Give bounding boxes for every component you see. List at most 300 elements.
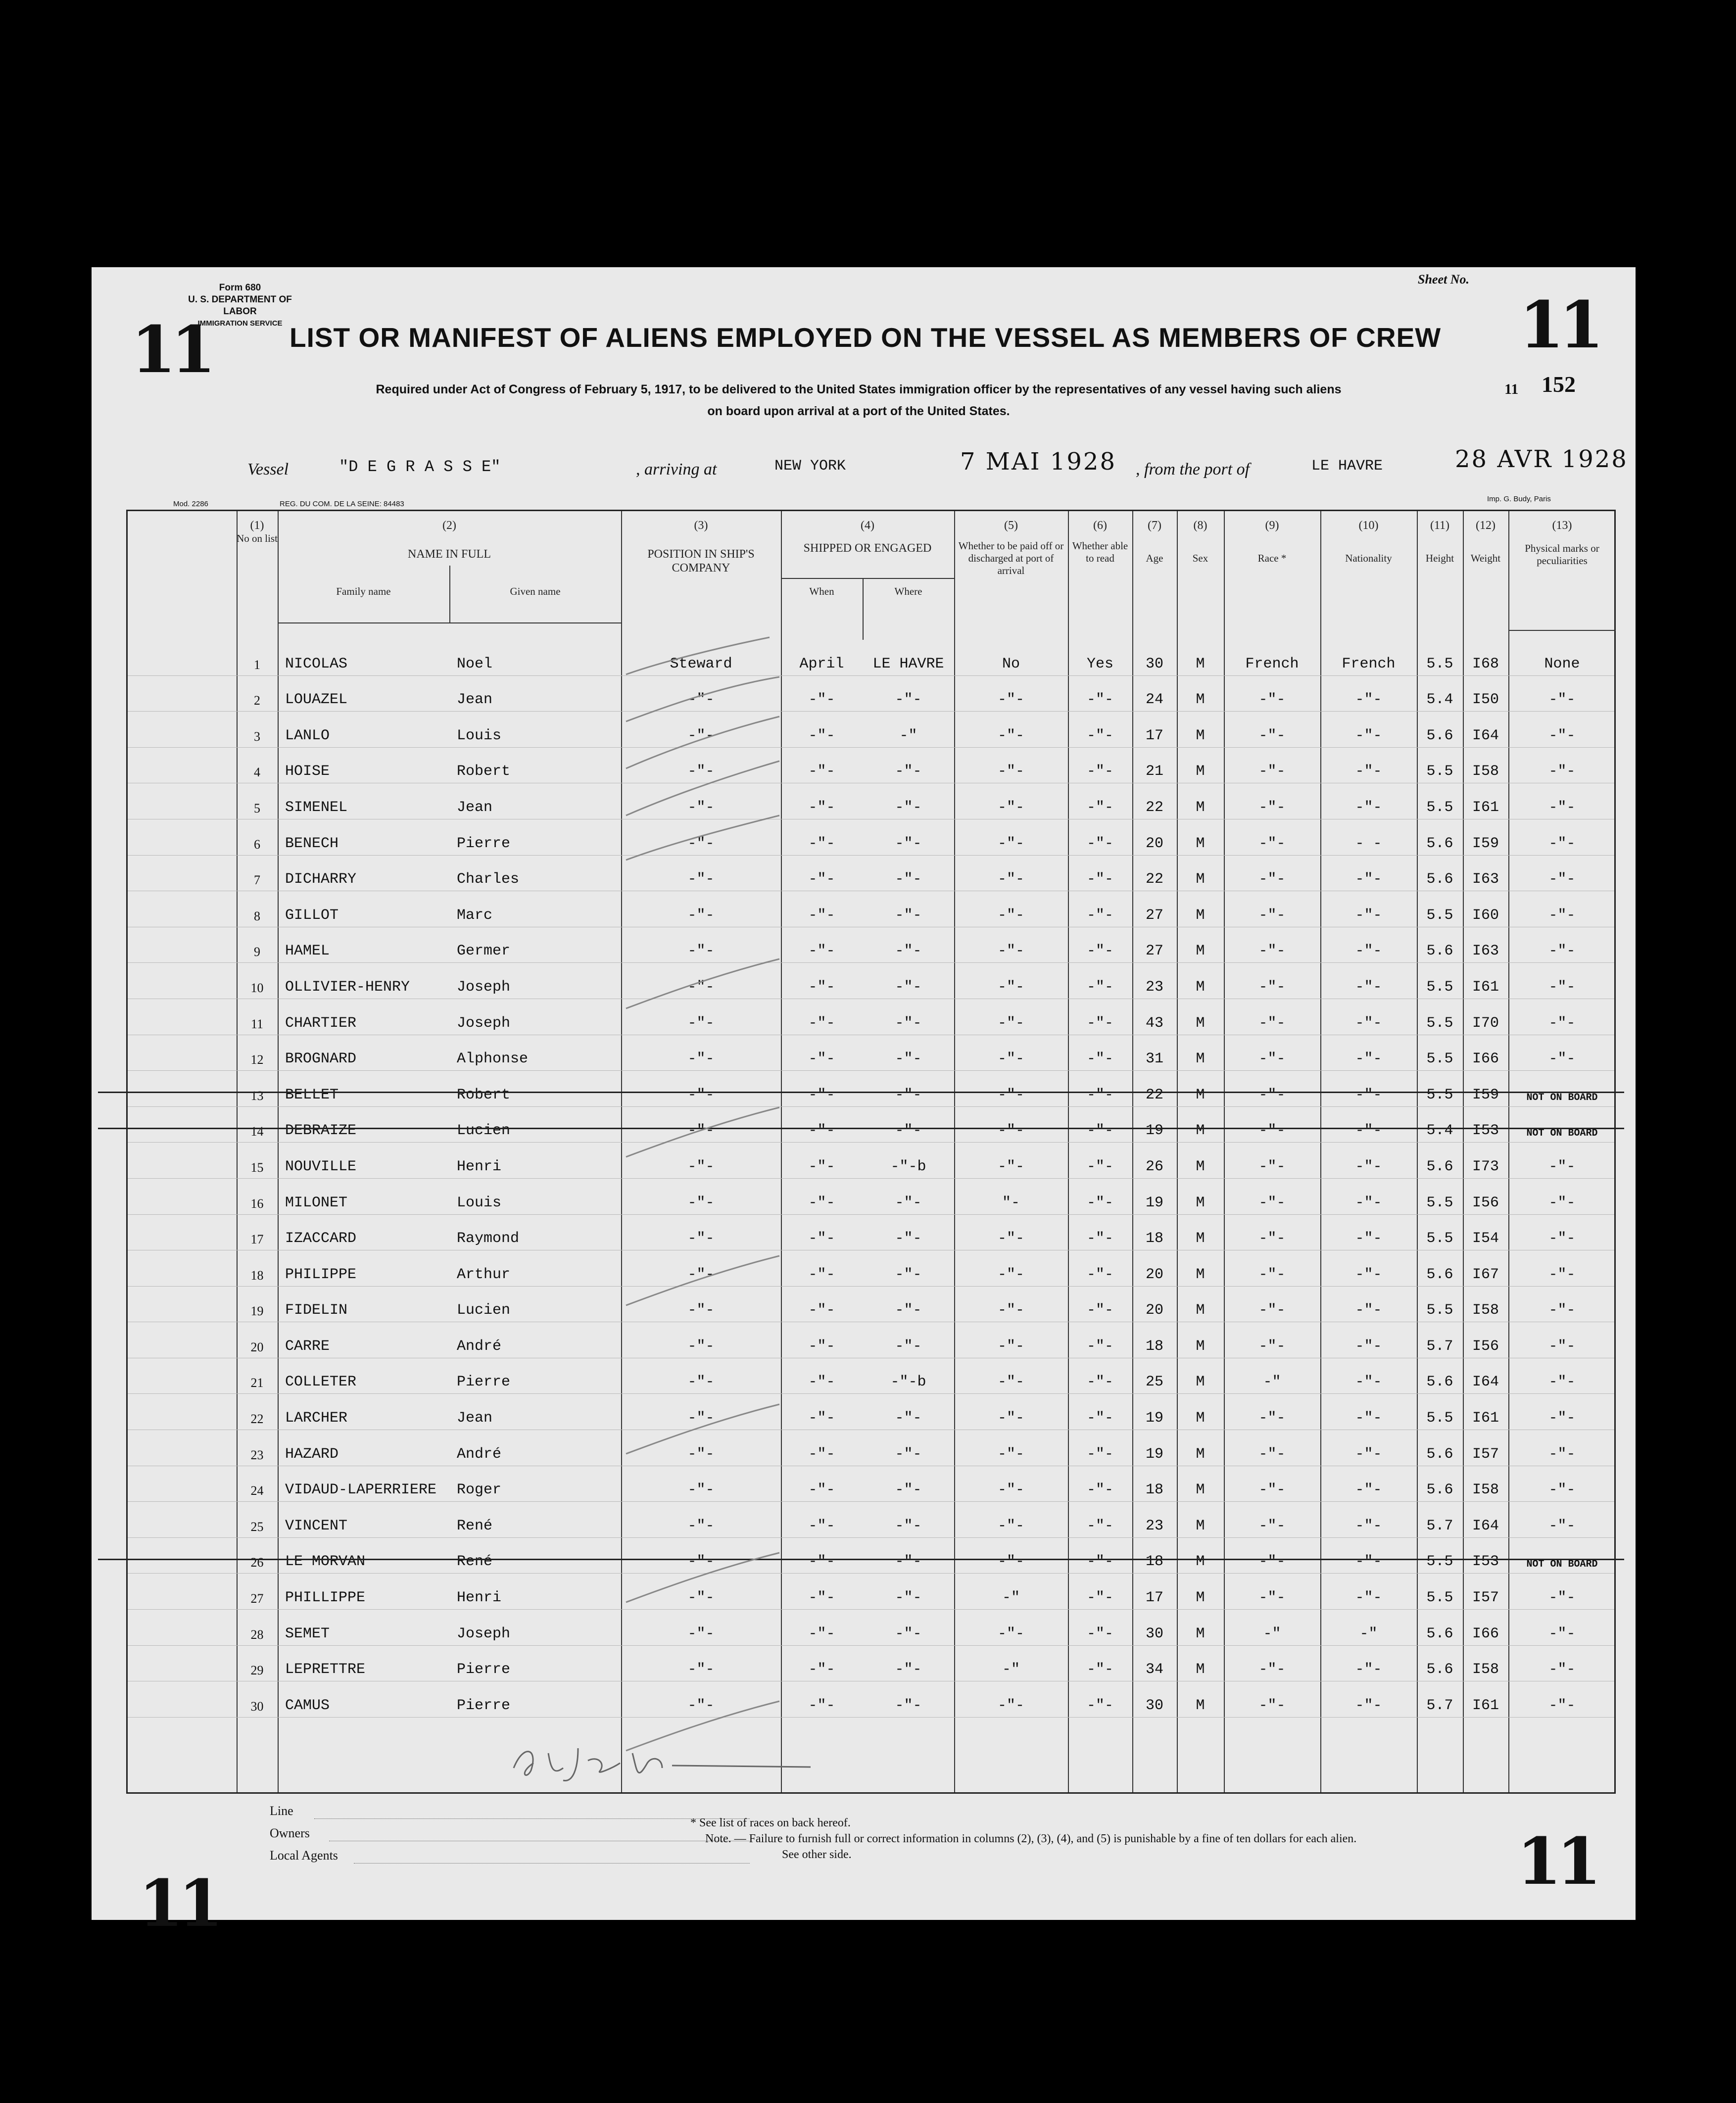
cell-position: -"- (687, 1086, 715, 1103)
cell-race: -"- (1258, 799, 1286, 816)
crew-rows (128, 640, 1614, 1718)
cell-read: -"- (1086, 1589, 1113, 1607)
cell-where: -"- (895, 1302, 922, 1319)
cell-race: -"- (1258, 1445, 1286, 1463)
cell-sex: M (1196, 1158, 1205, 1175)
cell-age: 24 (1145, 691, 1163, 709)
cell-no: 11 (250, 1016, 264, 1031)
cell-given: Louis (457, 727, 502, 744)
cell-nationality: -"- (1355, 1553, 1382, 1571)
cell-height: 5.6 (1426, 1482, 1453, 1499)
cell-read: -"- (1086, 978, 1113, 996)
cell-where: -" (899, 727, 917, 744)
cell-race: -"- (1258, 978, 1286, 996)
cell-no: 25 (250, 1519, 264, 1534)
cell-no: 14 (250, 1124, 264, 1139)
table-row (128, 1107, 1614, 1143)
cell-sex: M (1196, 1338, 1205, 1355)
cell-read: -"- (1086, 763, 1113, 780)
cell-family: FIDELIN (285, 1302, 348, 1319)
col-5-label: Whether to be paid off or discharged at port of arrival (958, 540, 1064, 576)
cell-read: Yes (1086, 655, 1113, 672)
cell-where: -"- (895, 907, 922, 924)
cell-family: GILLOT (285, 907, 339, 924)
cell-when: -"- (808, 1517, 835, 1534)
cell-sex: M (1196, 1589, 1205, 1607)
cell-position: -"- (687, 1445, 715, 1463)
cell-where: -"- (895, 1553, 922, 1571)
cell-sex: M (1196, 978, 1205, 996)
cell-age: 17 (1145, 727, 1163, 744)
cell-where: -"- (895, 943, 922, 960)
cell-nationality: -"- (1355, 1122, 1382, 1140)
cell-age: 34 (1145, 1661, 1163, 1678)
cell-family: HAMEL (285, 943, 330, 960)
cell-height: 5.5 (1426, 1014, 1453, 1032)
cell-sex: M (1196, 1374, 1205, 1391)
cell-nationality: -"- (1355, 799, 1382, 816)
cell-position: -"- (687, 1482, 715, 1499)
vessel-name: "D E G R A S S E" (339, 458, 501, 476)
cell-height: 5.5 (1426, 763, 1453, 780)
cell-age: 23 (1145, 978, 1163, 996)
cell-age: 17 (1145, 1589, 1163, 1607)
form-title: LIST OR MANIFEST OF ALIENS EMPLOYED ON THE VESSEL AS MEMBERS OF CREW (289, 322, 1442, 353)
cell-family: BROGNARD (285, 1051, 357, 1068)
cell-read: -"- (1086, 871, 1113, 888)
table-row (128, 856, 1614, 892)
cell-given: Germer (457, 943, 511, 960)
cell-when: -"- (808, 1697, 835, 1714)
cell-paid: -"- (997, 1086, 1024, 1103)
table-row (128, 1071, 1614, 1107)
col-4-label: SHIPPED OR ENGAGED (803, 542, 932, 555)
cell-age: 27 (1145, 907, 1163, 924)
cell-family: IZACCARD (285, 1230, 357, 1247)
cell-race: -"- (1258, 835, 1286, 852)
cell-given: Pierre (457, 835, 511, 852)
cell-where: -"- (895, 1697, 922, 1714)
col-13-label: Physical marks or peculiarities (1525, 542, 1599, 567)
cell-height: 5.6 (1426, 1661, 1453, 1678)
cell-read: -"- (1086, 907, 1113, 924)
cell-nationality: -" (1359, 1625, 1378, 1642)
cell-age: 18 (1145, 1482, 1163, 1499)
cell-weight: I53 (1472, 1122, 1499, 1140)
cell-nationality: -"- (1355, 1445, 1382, 1463)
cell-nationality: -"- (1355, 1051, 1382, 1068)
cell-height: 5.6 (1426, 1374, 1453, 1391)
cell-height: 5.6 (1426, 835, 1453, 852)
col-4-number: (4) (861, 519, 874, 532)
cell-when: -"- (808, 1230, 835, 1247)
cell-family: VIDAUD-LAPERRIERE (285, 1482, 437, 1499)
cell-position: -"- (687, 1051, 715, 1068)
cell-nationality: -"- (1355, 1661, 1382, 1678)
cell-height: 5.5 (1426, 655, 1453, 672)
cell-when: -"- (808, 1374, 835, 1391)
table-row (128, 927, 1614, 963)
cell-given: René (457, 1517, 493, 1534)
cell-height: 5.6 (1426, 1625, 1453, 1642)
cell-read: -"- (1086, 1158, 1113, 1175)
cell-nationality: -"- (1355, 1338, 1382, 1355)
cell-paid: -" (1002, 1661, 1020, 1678)
cell-when: -"- (808, 1266, 835, 1283)
col-2-number: (2) (442, 519, 456, 532)
table-row (128, 1430, 1614, 1466)
cell-sex: M (1196, 763, 1205, 780)
cell-no: 4 (254, 765, 260, 780)
cell-height: 5.5 (1426, 1410, 1453, 1427)
strike-through-line (98, 1092, 1624, 1093)
arriving-label: , arriving at (636, 460, 717, 478)
cell-read: -"- (1086, 1086, 1113, 1103)
cell-no: 2 (254, 693, 260, 708)
cell-no: 10 (250, 980, 264, 995)
cell-weight: I56 (1472, 1194, 1499, 1211)
cell-marks: -"- (1548, 907, 1576, 924)
sheet-no-label: Sheet No. (1418, 272, 1469, 287)
cell-where: -"- (895, 835, 922, 852)
col-8-label: Sex (1192, 552, 1208, 564)
cell-when: -"- (808, 1589, 835, 1607)
cell-position: -"- (687, 1194, 715, 1211)
cell-when: -"- (808, 835, 835, 852)
cell-where: -"- (895, 1266, 922, 1283)
cell-marks: None (1544, 655, 1580, 672)
cell-position: -"- (687, 1661, 715, 1678)
crew-table (126, 510, 1616, 1794)
cell-height: 5.5 (1426, 1589, 1453, 1607)
col-6-label: Whether able to read (1072, 540, 1128, 564)
col-4-when-header: When (809, 585, 834, 597)
table-row (128, 1538, 1614, 1574)
cell-paid: -"- (997, 835, 1024, 852)
cell-read: -"- (1086, 799, 1113, 816)
cell-read: -"- (1086, 835, 1113, 852)
cell-height: 5.5 (1426, 1086, 1453, 1103)
form-number: Form 680 (219, 283, 261, 293)
cell-age: 19 (1145, 1194, 1163, 1211)
sheet-number-bottom-right: 11 (1517, 1823, 1596, 1899)
cell-given: Lucien (457, 1302, 511, 1319)
cell-weight: I58 (1472, 763, 1499, 780)
cell-weight: I66 (1472, 1051, 1499, 1068)
cell-race: -" (1263, 1625, 1281, 1642)
cell-paid: -"- (997, 1445, 1024, 1463)
cell-race: -"- (1258, 943, 1286, 960)
cell-read: -"- (1086, 1266, 1113, 1283)
cell-family: HAZARD (285, 1445, 339, 1463)
cell-age: 20 (1145, 835, 1163, 852)
cell-nationality: -"- (1355, 1086, 1382, 1103)
printer-note: Imp. G. Budy, Paris (1487, 495, 1551, 503)
cell-nationality: - - (1355, 835, 1382, 852)
table-row (128, 1035, 1614, 1071)
cell-paid: -"- (997, 1230, 1024, 1247)
table-row (128, 712, 1614, 748)
cell-where: -"- (895, 691, 922, 709)
cell-paid: -"- (997, 799, 1024, 816)
cell-nationality: -"- (1355, 943, 1382, 960)
cell-height: 5.7 (1426, 1338, 1453, 1355)
cell-age: 22 (1145, 799, 1163, 816)
col-10-label: Nationality (1345, 552, 1392, 564)
cell-nationality: French (1342, 655, 1396, 672)
cell-age: 43 (1145, 1014, 1163, 1032)
col-1-number: (1) (250, 519, 264, 532)
cell-height: 5.6 (1426, 871, 1453, 888)
table-row (128, 1466, 1614, 1502)
cell-where: -"- (895, 1122, 922, 1140)
cell-race: French (1245, 655, 1299, 672)
cell-nationality: -"- (1355, 1158, 1382, 1175)
cell-race: -"- (1258, 1266, 1286, 1283)
cell-weight: I64 (1472, 1374, 1499, 1391)
cell-given: Pierre (457, 1661, 511, 1678)
cell-when: -"- (808, 1051, 835, 1068)
cell-given: André (457, 1445, 502, 1463)
cell-weight: I57 (1472, 1445, 1499, 1463)
cell-marks: NOT ON BOARD (1526, 1092, 1598, 1103)
cell-height: 5.6 (1426, 943, 1453, 960)
cell-where: -"- (895, 1338, 922, 1355)
cell-marks: -"- (1548, 1338, 1576, 1355)
cell-where: -"- (895, 1482, 922, 1499)
cell-when: -"- (808, 1661, 835, 1678)
cell-age: 30 (1145, 1625, 1163, 1642)
sheet-number-top-left: 11 (131, 312, 211, 387)
cell-position: -"- (687, 1697, 715, 1714)
cell-position: -"- (687, 799, 715, 816)
cell-when: -"- (808, 1158, 835, 1175)
cell-given: Robert (457, 1086, 511, 1103)
cell-no: 21 (250, 1376, 264, 1390)
cell-given: Alphonse (457, 1051, 529, 1068)
cell-race: -"- (1258, 1517, 1286, 1534)
departure-port: LE HAVRE (1311, 458, 1383, 475)
cell-age: 23 (1145, 1517, 1163, 1534)
cell-race: -"- (1258, 1482, 1286, 1499)
cell-marks: -"- (1548, 1589, 1576, 1607)
cell-read: -"- (1086, 727, 1113, 744)
cell-no: 30 (250, 1699, 264, 1714)
table-row (128, 640, 1614, 676)
cell-sex: M (1196, 1517, 1205, 1534)
col-7-number: (7) (1148, 519, 1161, 532)
cell-sex: M (1196, 943, 1205, 960)
cell-marks: -"- (1548, 835, 1576, 852)
cell-weight: I57 (1472, 1589, 1499, 1607)
table-row (128, 748, 1614, 784)
cell-marks: -"- (1548, 1266, 1576, 1283)
cell-given: Joseph (457, 978, 511, 996)
cell-nationality: -"- (1355, 1230, 1382, 1247)
cell-nationality: -"- (1355, 1374, 1382, 1391)
cell-when: -"- (808, 1445, 835, 1463)
table-row (128, 963, 1614, 999)
cell-no: 12 (250, 1052, 264, 1067)
cell-read: -"- (1086, 1697, 1113, 1714)
cell-sex: M (1196, 655, 1205, 672)
cell-no: 24 (250, 1483, 264, 1498)
table-row (128, 1574, 1614, 1610)
cell-height: 5.5 (1426, 1553, 1453, 1571)
cell-paid: -"- (997, 978, 1024, 996)
cell-read: -"- (1086, 1014, 1113, 1032)
cell-position: -"- (687, 1589, 715, 1607)
col-3-number: (3) (694, 519, 708, 532)
cell-family: LOUAZEL (285, 691, 348, 709)
cell-nationality: -"- (1355, 907, 1382, 924)
cell-position: -"- (687, 1338, 715, 1355)
cell-position: -"- (687, 835, 715, 852)
table-row (128, 676, 1614, 712)
cell-family: VINCENT (285, 1517, 348, 1534)
col-4-where-header: Where (894, 585, 922, 597)
departure-date-stamp: 28 AVR 1928 (1455, 445, 1628, 473)
cell-age: 31 (1145, 1051, 1163, 1068)
cell-where: -"- (895, 1589, 922, 1607)
table-row (128, 1646, 1614, 1682)
cell-weight: I61 (1472, 978, 1499, 996)
cell-weight: I61 (1472, 799, 1499, 816)
cell-read: -"- (1086, 1445, 1113, 1463)
cell-family: BELLET (285, 1086, 339, 1103)
cell-paid: -"- (997, 1410, 1024, 1427)
cell-marks: -"- (1548, 799, 1576, 816)
table-row (128, 891, 1614, 927)
cell-when: -"- (808, 1122, 835, 1140)
cell-where: -"- (895, 1661, 922, 1678)
col-12-label: Weight (1470, 552, 1501, 564)
cell-weight: I54 (1472, 1230, 1499, 1247)
cell-weight: I66 (1472, 1625, 1499, 1642)
cell-position: -"- (687, 763, 715, 780)
cell-nationality: -"- (1355, 1194, 1382, 1211)
cell-read: -"- (1086, 1051, 1113, 1068)
cell-race: -"- (1258, 907, 1286, 924)
cell-weight: I63 (1472, 943, 1499, 960)
cell-where: -"- (895, 1230, 922, 1247)
cell-age: 20 (1145, 1302, 1163, 1319)
cell-nationality: -"- (1355, 1589, 1382, 1607)
cell-family: CARRE (285, 1338, 330, 1355)
cell-marks: -"- (1548, 1517, 1576, 1534)
cell-no: 1 (254, 657, 260, 672)
cell-marks: -"- (1548, 1625, 1576, 1642)
cell-age: 19 (1145, 1410, 1163, 1427)
cell-no: 13 (250, 1088, 264, 1103)
table-row (128, 1502, 1614, 1538)
arrival-date-stamp: 7 MAI 1928 (960, 448, 1116, 476)
cell-position: -"- (687, 1302, 715, 1319)
cell-age: 19 (1145, 1122, 1163, 1140)
form-identifier (171, 282, 309, 330)
cell-family: SIMENEL (285, 799, 348, 816)
cell-when: -"- (808, 871, 835, 888)
col-2-label: NAME IN FULL (408, 548, 491, 561)
cell-race: -"- (1258, 1122, 1286, 1140)
cell-family: PHILIPPE (285, 1266, 357, 1283)
margin-small-number: 11 (1504, 381, 1519, 397)
col-11-number: (11) (1430, 519, 1450, 532)
cell-race: -"- (1258, 763, 1286, 780)
page-reference: 152 (1542, 372, 1576, 397)
cell-race: -"- (1258, 1014, 1286, 1032)
table-row (128, 999, 1614, 1035)
cell-no: 9 (254, 945, 260, 959)
cell-weight: I50 (1472, 691, 1499, 709)
mod-note: Mod. 2286 (173, 500, 208, 508)
table-row (128, 1610, 1614, 1646)
cell-sex: M (1196, 1445, 1205, 1463)
cell-weight: I67 (1472, 1266, 1499, 1283)
cell-family: PHILLIPPE (285, 1589, 366, 1607)
cell-when: -"- (808, 727, 835, 744)
cell-where: -"- (895, 799, 922, 816)
cell-read: -"- (1086, 1517, 1113, 1534)
cell-family: SEMET (285, 1625, 330, 1642)
cell-marks: -"- (1548, 1158, 1576, 1175)
cell-given: Louis (457, 1194, 502, 1211)
cell-given: Charles (457, 871, 520, 888)
service-name: IMMIGRATION SERVICE (197, 319, 283, 328)
cell-where: LE HAVRE (872, 655, 944, 672)
cell-marks: -"- (1548, 871, 1576, 888)
cell-no: 26 (250, 1555, 264, 1570)
cell-when: -"- (808, 1625, 835, 1642)
table-row (128, 1179, 1614, 1215)
cell-race: -"- (1258, 1302, 1286, 1319)
cell-paid: -"- (997, 1014, 1024, 1032)
cell-weight: I53 (1472, 1553, 1499, 1571)
cell-when: -"- (808, 1086, 835, 1103)
cell-family: LEPRETTRE (285, 1661, 366, 1678)
cell-race: -"- (1258, 1051, 1286, 1068)
cell-position: -"- (687, 691, 715, 709)
cell-paid: -"- (997, 1553, 1024, 1571)
cell-nationality: -"- (1355, 1517, 1382, 1534)
cell-nationality: -"- (1355, 1697, 1382, 1714)
cell-sex: M (1196, 1230, 1205, 1247)
cell-family: MILONET (285, 1194, 348, 1211)
cell-sex: M (1196, 835, 1205, 852)
cell-position: -"- (687, 727, 715, 744)
cell-given: Jean (457, 691, 493, 709)
cell-family: CHARTIER (285, 1014, 357, 1032)
col-9-label: Race * (1257, 552, 1287, 564)
table-row (128, 1215, 1614, 1251)
table-row (128, 1358, 1614, 1394)
cell-no: 29 (250, 1663, 264, 1678)
cell-where: -"- (895, 1086, 922, 1103)
cell-sex: M (1196, 1625, 1205, 1642)
cell-marks: -"- (1548, 1661, 1576, 1678)
cell-paid: -"- (997, 1697, 1024, 1714)
cell-weight: I70 (1472, 1014, 1499, 1032)
cell-height: 5.5 (1426, 1302, 1453, 1319)
cell-paid: -"- (997, 943, 1024, 960)
col-10-number: (10) (1358, 519, 1379, 532)
cell-paid: -"- (997, 1051, 1024, 1068)
cell-no: 17 (250, 1232, 264, 1247)
cell-height: 5.5 (1426, 1194, 1453, 1211)
col-1-label: No on list (237, 532, 278, 544)
cell-height: 5.5 (1426, 799, 1453, 816)
table-row (128, 783, 1614, 819)
